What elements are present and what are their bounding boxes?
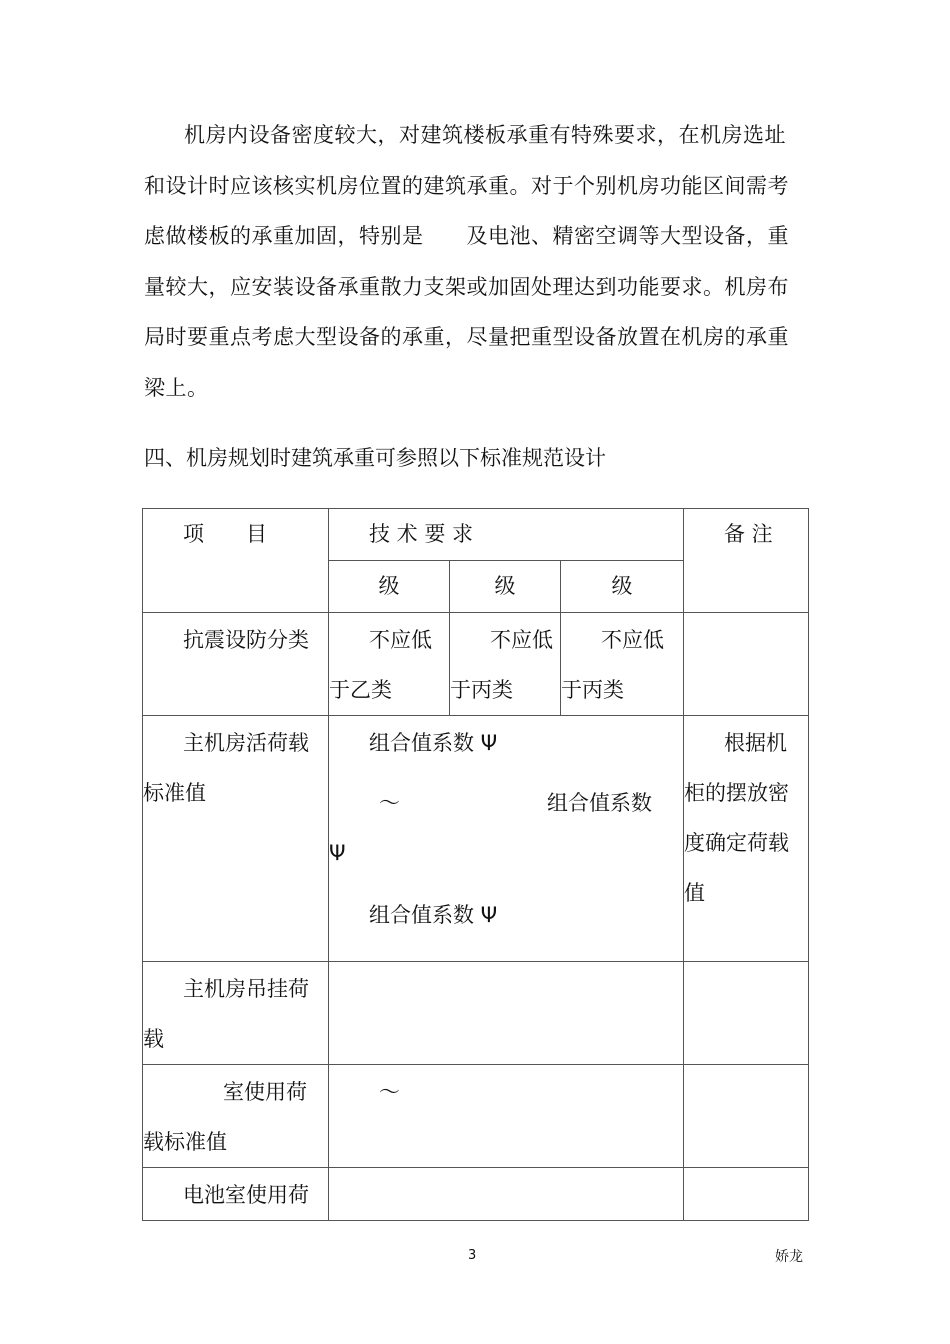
load-spec-table — [142, 508, 809, 1221]
row-label-cell — [143, 1168, 329, 1221]
note-cell — [684, 716, 809, 962]
row-label-cell — [143, 716, 329, 962]
table-row — [143, 1168, 809, 1221]
value-cell — [329, 613, 450, 716]
row-label: 电池室使用荷 — [183, 1183, 309, 1207]
value-text: 于乙类 — [329, 678, 392, 702]
header-note: 备 注 — [724, 522, 773, 546]
table-row — [143, 962, 809, 1065]
header-item: 项 目 — [183, 522, 267, 546]
grade-cell — [329, 561, 450, 613]
row-label: 抗震设防分类 — [183, 628, 309, 652]
grade-label: 级 — [494, 574, 516, 598]
table-row — [143, 613, 809, 716]
value-text: 组合值系数 Ψ — [369, 731, 498, 755]
note-cell — [684, 1168, 809, 1221]
value-cell — [329, 716, 684, 962]
grade-cell — [450, 561, 561, 613]
value-cell — [561, 613, 684, 716]
row-label: 标准值 — [143, 781, 206, 805]
row-label: 主机房吊挂荷 — [183, 977, 309, 1001]
row-label-cell — [143, 962, 329, 1065]
value-text: Ψ — [329, 841, 346, 865]
value-cell — [329, 962, 684, 1065]
value-cell — [450, 613, 561, 716]
header-tech-cell — [329, 509, 684, 561]
value-text: 不应低 — [369, 628, 432, 652]
paragraph-line: 量较大，应安装设备承重散力支架或加固处理达到功能要求。机房布 — [144, 274, 789, 299]
note-cell — [684, 613, 809, 716]
page-number: 3 — [468, 1248, 477, 1263]
header-note-cell — [684, 509, 809, 613]
tilde-text: ～ — [379, 1080, 400, 1104]
value-text: 不应低 — [490, 628, 553, 652]
grade-cell — [561, 561, 684, 613]
paragraph-line: 机房内设备密度较大，对建筑楼板承重有特殊要求，在机房选址 — [184, 123, 786, 147]
note-text: 根据机 — [724, 731, 787, 755]
footer-author: 娇龙 — [775, 1249, 803, 1265]
value-text: 于丙类 — [561, 678, 624, 702]
note-cell — [684, 962, 809, 1065]
note-cell — [684, 1065, 809, 1168]
table-row — [143, 1065, 809, 1168]
table-header-row — [143, 509, 809, 561]
row-label: 主机房活荷载 — [183, 731, 309, 755]
value-cell — [329, 1065, 684, 1168]
note-text: 值 — [684, 881, 705, 905]
note-text: 柜的摆放密 — [684, 781, 789, 805]
body-paragraph — [144, 110, 808, 413]
grade-label: 级 — [378, 574, 400, 598]
row-label: 载 — [143, 1027, 164, 1051]
table-row — [143, 716, 809, 962]
grade-label: 级 — [611, 574, 633, 598]
value-cell — [329, 1168, 684, 1221]
paragraph-line: 局时要重点考虑大型设备的承重，尽量把重型设备放置在机房的承重 — [144, 325, 789, 349]
row-label: 载标准值 — [143, 1130, 227, 1154]
paragraph-line: 虑做楼板的承重加固，特别是 及电池、精密空调等大型设备，重 — [144, 224, 789, 248]
note-text: 度确定荷载 — [684, 831, 789, 855]
header-item-cell — [143, 509, 329, 613]
row-label: 室使用荷 — [223, 1080, 307, 1104]
row-label-cell — [143, 1065, 329, 1168]
value-text: 组合值系数 — [547, 791, 652, 815]
value-text: 组合值系数 Ψ — [369, 903, 498, 927]
value-text: 于丙类 — [450, 678, 513, 702]
header-tech: 技 术 要 求 — [369, 522, 474, 546]
row-label-cell — [143, 613, 329, 716]
value-text: 不应低 — [601, 628, 664, 652]
tilde-text: ～ — [379, 791, 400, 815]
paragraph-line: 和设计时应该核实机房位置的建筑承重。对于个别机房功能区间需考 — [144, 173, 789, 198]
section-heading: 四、机房规划时建筑承重可参照以下标准规范设计 — [144, 446, 606, 470]
paragraph-line: 梁上。 — [144, 375, 209, 400]
value-line — [329, 768, 683, 838]
